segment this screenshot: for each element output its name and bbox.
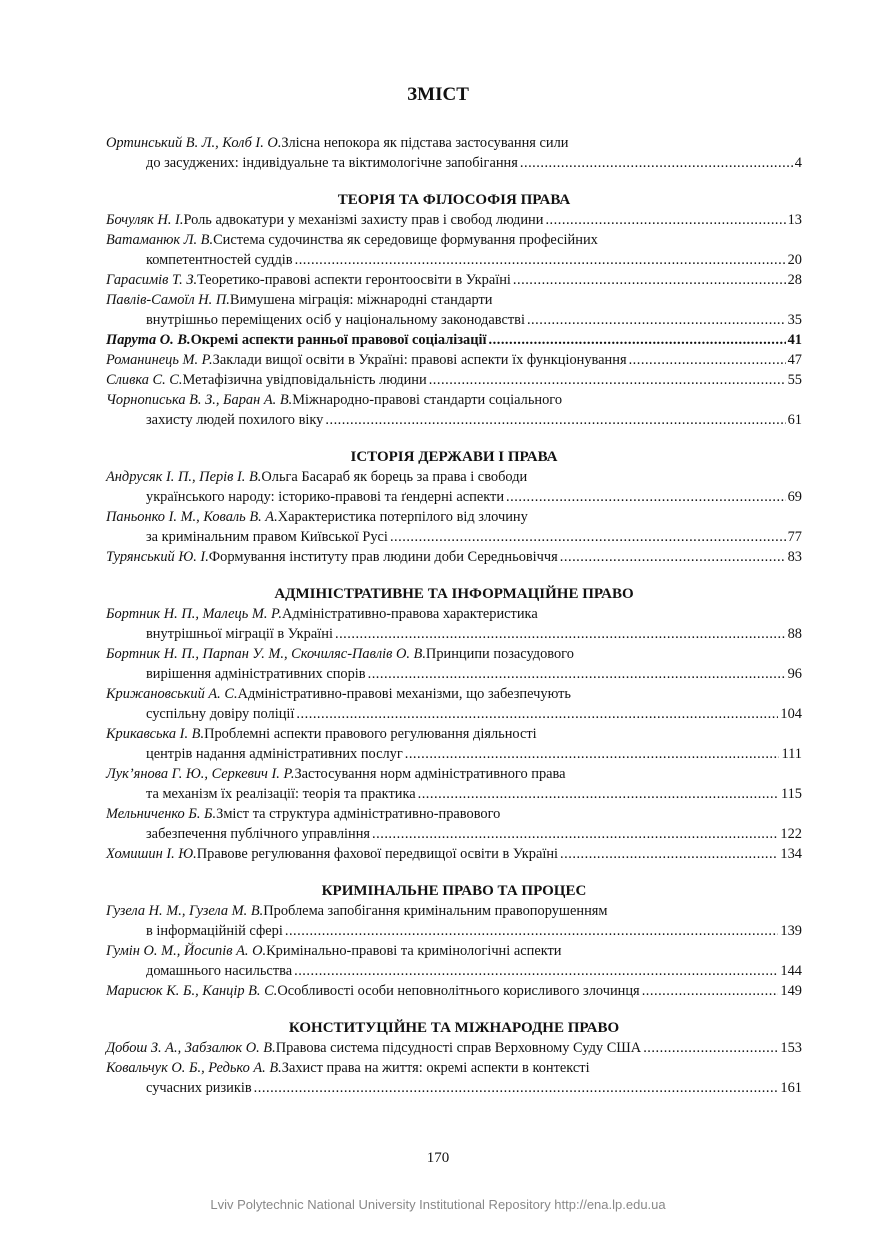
section-heading: ІСТОРІЯ ДЕРЖАВИ І ПРАВА	[350, 449, 558, 465]
entry-title: Формування інституту прав людини доби Середньовіччя	[208, 549, 558, 565]
entry-page-number[interactable]: 153	[780, 1040, 802, 1056]
entry-title-continuation: українського народу: історико-правові та ґендерні аспекти	[146, 489, 505, 505]
entry-title: Проблемні аспекти правового регулювання діяльності	[204, 726, 537, 742]
entry-page-number[interactable]: 20	[787, 252, 802, 268]
dot-leader	[295, 250, 786, 270]
dot-leader	[506, 487, 786, 507]
dot-leader	[405, 744, 780, 764]
entry-author: Лук’янова Г. Ю., Серкевич І. Р.	[106, 766, 295, 782]
entry-title-continuation: домашнього насильства	[146, 963, 293, 979]
dot-leader	[325, 410, 785, 430]
entry-title-continuation: захисту людей похилого віку	[146, 412, 324, 428]
entry-author: Гумін О. М., Йосипів А. О.	[106, 943, 267, 959]
entry-title: Окремі аспекти ранньої правової соціалізації	[190, 332, 487, 348]
entry-author: Гузела Н. М., Гузела М. В.	[106, 903, 264, 919]
entry-title: Роль адвокатури у механізмі захисту прав і свобод людини	[183, 212, 544, 228]
dot-leader	[429, 370, 786, 390]
entry-title: Захист права на життя: окремі аспекти в контексті	[281, 1060, 590, 1076]
section-heading: АДМІНІСТРАТИВНЕ ТА ІНФОРМАЦІЙНЕ ПРАВО	[274, 586, 634, 602]
entry-title-continuation: центрів надання адміністративних послуг	[146, 746, 403, 762]
entry-page-number[interactable]: 111	[781, 746, 802, 762]
toc-entry-line	[106, 604, 802, 624]
toc-entry-continuation	[106, 527, 802, 547]
dot-leader	[372, 824, 778, 844]
entry-author: Ватаманюк Л. В.	[106, 232, 214, 248]
toc-entry-line	[106, 724, 802, 744]
entry-author: Добош З. А., Забзалюк О. В.	[106, 1040, 276, 1056]
toc-section	[106, 1018, 802, 1098]
toc-entry-line	[106, 764, 802, 784]
entry-title-continuation: компетентностей суддів	[146, 252, 293, 268]
page-title: ЗМІСТ	[407, 84, 469, 105]
dot-leader	[335, 624, 786, 644]
toc-entry-line	[106, 941, 802, 961]
toc-entry-line	[106, 844, 802, 864]
toc-entry-continuation	[106, 624, 802, 644]
toc-entry-continuation	[106, 310, 802, 330]
toc-entry[interactable]	[106, 290, 802, 330]
entry-title-continuation: та механізм їх реалізації: теорія та практика	[146, 786, 416, 802]
entry-page-number[interactable]: 104	[780, 706, 802, 722]
toc-entry[interactable]	[106, 547, 802, 567]
entry-author: Марисюк К. Б., Канцір В. С.	[106, 983, 278, 999]
toc-entry-line	[106, 350, 802, 370]
toc-entry[interactable]	[106, 684, 802, 724]
toc-entry[interactable]	[106, 350, 802, 370]
toc-entry[interactable]	[106, 981, 802, 1001]
entry-page-number[interactable]: 47	[787, 352, 802, 368]
entry-page-number[interactable]: 61	[787, 412, 802, 428]
entry-author: Гарасимів Т. З.	[106, 272, 198, 288]
toc-entry-line	[106, 290, 802, 310]
toc-entry[interactable]	[106, 1038, 802, 1058]
toc-entry-line	[106, 230, 802, 250]
toc-entry[interactable]	[106, 133, 802, 173]
entry-title: Принципи позасудового	[425, 646, 574, 662]
entry-author: Чорнописька В. З., Баран А. В.	[106, 392, 293, 408]
toc-entry[interactable]	[106, 724, 802, 764]
toc-entry[interactable]	[106, 370, 802, 390]
dot-leader	[368, 664, 786, 684]
dot-leader	[560, 844, 778, 864]
dot-leader	[629, 350, 786, 370]
entry-author: Бочуляк Н. І.	[106, 212, 184, 228]
toc-entry[interactable]	[106, 804, 802, 844]
entry-title: Ольга Басараб як борець за права і свободи	[261, 469, 528, 485]
toc-section	[106, 881, 802, 1001]
entry-author: Андрусяк І. П., Перів І. В.	[106, 469, 262, 485]
toc-entry-continuation	[106, 744, 802, 764]
entry-page-number[interactable]: 139	[780, 923, 802, 939]
toc-entry-continuation	[106, 487, 802, 507]
toc-entry[interactable]	[106, 210, 802, 230]
entry-page-number[interactable]: 88	[787, 626, 802, 642]
toc-entry[interactable]	[106, 270, 802, 290]
entry-title-continuation: в інформаційній сфері	[146, 923, 283, 939]
entry-page-number[interactable]: 77	[787, 529, 802, 545]
dot-leader	[527, 310, 786, 330]
toc-section	[106, 190, 802, 430]
toc-entry-continuation	[106, 704, 802, 724]
toc-entry-continuation	[106, 824, 802, 844]
toc-entry[interactable]	[106, 901, 802, 941]
toc-entry-line	[106, 133, 802, 153]
dot-leader	[285, 921, 779, 941]
entry-author: Хомишин І. Ю.	[106, 846, 197, 862]
toc-entry-line	[106, 1038, 802, 1058]
entry-title: Зміст та структура адміністративно-правового	[216, 806, 501, 822]
entry-author: Павлів-Самоїл Н. П.	[106, 292, 230, 308]
toc-entry-line	[106, 981, 802, 1001]
toc-entry-line	[106, 390, 802, 410]
toc-entry[interactable]	[106, 230, 802, 270]
toc-entry-line	[106, 507, 802, 527]
entry-title: Кримінально-правові та кримінологічні аспекти	[266, 943, 562, 959]
entry-author: Бортник Н. П., Малець М. Р.	[106, 606, 282, 622]
dot-leader	[296, 704, 778, 724]
toc-entry-continuation	[106, 153, 802, 173]
toc-entry-continuation	[106, 921, 802, 941]
entry-title-continuation: до засуджених: індивідуальне та віктимологічне запобігання	[146, 155, 518, 171]
toc-entry-line	[106, 901, 802, 921]
entry-page-number[interactable]: 122	[780, 826, 802, 842]
toc-entry[interactable]	[106, 390, 802, 430]
entry-title-continuation: суспільну довіру поліції	[146, 706, 295, 722]
toc-entry[interactable]	[106, 467, 802, 507]
dot-leader	[545, 210, 785, 230]
entry-title: Система судочинства як середовище формування професійних	[213, 232, 598, 248]
toc-entry-line	[106, 684, 802, 704]
toc-entry-continuation	[106, 784, 802, 804]
entry-author: Романинець М. Р.	[106, 352, 213, 368]
entry-title-continuation: вирішення адміністративних спорів	[146, 666, 366, 682]
entry-title: Особливості особи неповнолітнього корисливого злочинця	[277, 983, 640, 999]
dot-leader	[254, 1078, 779, 1098]
entry-page-number[interactable]: 161	[780, 1080, 802, 1096]
entry-title-continuation: внутрішньо переміщених осіб у національному законодавстві	[146, 312, 525, 328]
toc-entry-line	[106, 1058, 802, 1078]
table-of-contents	[106, 133, 802, 1098]
toc-entry-continuation	[106, 961, 802, 981]
entry-author: Парута О. В.	[106, 332, 191, 348]
entry-title: Злісна непокора як підстава застосування сили	[281, 135, 569, 151]
entry-page-number[interactable]: 55	[787, 372, 802, 388]
dot-leader	[418, 784, 779, 804]
toc-entry-line	[106, 330, 802, 350]
dot-leader	[489, 330, 786, 350]
entry-author: Крикавська І. В.	[106, 726, 205, 742]
entry-author: Сливка С. С.	[106, 372, 183, 388]
toc-entry-line	[106, 370, 802, 390]
entry-title: Вимушена міграція: міжнародні стандарти	[229, 292, 493, 308]
entry-author: Турянський Ю. І.	[106, 549, 209, 565]
dot-leader	[643, 1038, 778, 1058]
entry-page-number[interactable]: 149	[780, 983, 802, 999]
toc-entry-continuation	[106, 664, 802, 684]
entry-page-number[interactable]: 41	[787, 332, 802, 348]
entry-page-number[interactable]: 96	[787, 666, 802, 682]
entry-page-number[interactable]: 69	[787, 489, 802, 505]
entry-page-number[interactable]: 13	[787, 212, 802, 228]
entry-title-continuation: сучасних ризиків	[146, 1080, 252, 1096]
entry-title: Характеристика потерпілого від злочину	[277, 509, 528, 525]
toc-entry-line	[106, 804, 802, 824]
entry-title: Адміністративно-правові механізми, що забезпечують	[237, 686, 571, 702]
toc-entry-line	[106, 644, 802, 664]
page-number: 170	[426, 1150, 450, 1166]
toc-entry[interactable]	[106, 507, 802, 547]
entry-title: Адміністративно-правова характеристика	[282, 606, 538, 622]
entry-page-number[interactable]: 144	[780, 963, 802, 979]
entry-title: Правова система підсудності справ Верховному Суду США	[275, 1040, 642, 1056]
toc-entry[interactable]	[106, 941, 802, 981]
toc-section	[106, 584, 802, 864]
toc-entry[interactable]	[106, 1058, 802, 1098]
entry-author: Бортник Н. П., Парпан У. М., Скочиляс-Павлів О. В.	[106, 646, 426, 662]
section-heading: КРИМІНАЛЬНЕ ПРАВО ТА ПРОЦЕС	[321, 883, 587, 899]
entry-author: Ковальчук О. Б., Редько А. В.	[106, 1060, 282, 1076]
entry-title-continuation: забезпечення публічного управління	[146, 826, 371, 842]
dot-leader	[294, 961, 778, 981]
toc-entry-continuation	[106, 1078, 802, 1098]
dot-leader	[390, 527, 786, 547]
entry-title: Застосування норм адміністративного права	[294, 766, 566, 782]
entry-title: Правове регулювання фахової передвищої освіти в Україні	[196, 846, 559, 862]
repository-footer: Lviv Polytechnic National University Institutional Repository http://ena.lp.edu.ua	[210, 1197, 666, 1212]
entry-page-number[interactable]: 83	[787, 549, 802, 565]
toc-entry[interactable]	[106, 844, 802, 864]
dot-leader	[560, 547, 786, 567]
entry-title: Теоретико-правові аспекти геронтоосвіти в Україні	[197, 272, 511, 288]
toc-entry-line	[106, 547, 802, 567]
entry-author: Мельниченко Б. Б.	[106, 806, 217, 822]
dot-leader	[513, 270, 786, 290]
toc-entry-continuation	[106, 410, 802, 430]
entry-page-number[interactable]: 28	[787, 272, 802, 288]
entry-author: Ортинський В. Л., Колб І. О.	[106, 135, 282, 151]
dot-leader	[520, 153, 793, 173]
toc-entry-line	[106, 467, 802, 487]
entry-author: Крижановський А. С.	[106, 686, 238, 702]
dot-leader	[642, 981, 779, 1001]
entry-page-number[interactable]: 4	[794, 155, 802, 171]
toc-entry-line	[106, 210, 802, 230]
entry-title-continuation: за кримінальним правом Київської Русі	[146, 529, 388, 545]
toc-entry[interactable]	[106, 604, 802, 644]
entry-title-continuation: внутрішньої міграції в Україні	[146, 626, 333, 642]
entry-title: Метафізична увідповідальність людини	[182, 372, 427, 388]
entry-title: Проблема запобігання кримінальним правопорушенням	[263, 903, 608, 919]
toc-entry[interactable]	[106, 330, 802, 350]
section-heading: ТЕОРІЯ ТА ФІЛОСОФІЯ ПРАВА	[337, 192, 571, 208]
toc-entry[interactable]	[106, 764, 802, 804]
entry-page-number[interactable]: 115	[780, 786, 802, 802]
toc-entry-continuation	[106, 250, 802, 270]
entry-page-number[interactable]: 35	[787, 312, 802, 328]
entry-author: Паньонко І. М., Коваль В. А.	[106, 509, 278, 525]
entry-page-number[interactable]: 134	[780, 846, 802, 862]
entry-title: Міжнародно-правові стандарти соціального	[292, 392, 563, 408]
entry-title: Заклади вищої освіти в Україні: правові аспекти їх функціонування	[212, 352, 627, 368]
toc-section	[106, 447, 802, 567]
toc-entry[interactable]	[106, 644, 802, 684]
section-heading: КОНСТИТУЦІЙНЕ ТА МІЖНАРОДНЕ ПРАВО	[288, 1020, 620, 1036]
toc-entry-line	[106, 270, 802, 290]
